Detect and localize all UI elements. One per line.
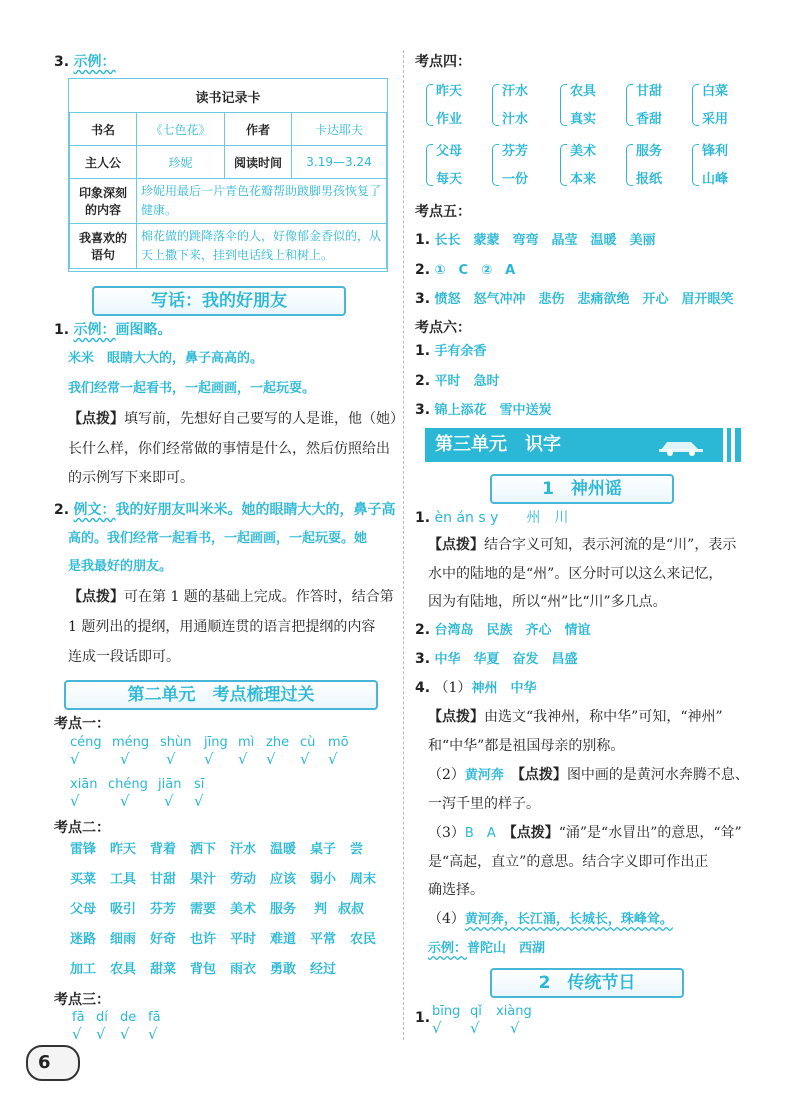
kd1-item [266, 735, 289, 768]
question-number: 3. [415, 291, 431, 307]
kd3-item [148, 1010, 161, 1043]
check-icon: √ [70, 750, 80, 768]
lesson2-banner: 2 传统节日 [490, 968, 684, 998]
check-icon: √ [72, 1025, 82, 1043]
tip-text: 结合字义可知，表示河流的是“川”，表示 [484, 537, 737, 553]
s4-p3-line [428, 823, 742, 844]
word: 勇敢 [270, 962, 297, 977]
word: 平常 [310, 932, 337, 947]
w2-line2: 高的。我们经常一起看书，一起画画，一起玩耍。她 [68, 531, 368, 546]
kd1-item [204, 735, 228, 768]
kd1-item [238, 735, 254, 768]
kd1-item [328, 735, 349, 768]
word: 工具 [110, 872, 137, 887]
pinyin: céng [70, 735, 102, 750]
s4-tip2-line2: 一泻千里的样子。 [428, 796, 540, 812]
check-icon: √ [204, 750, 214, 768]
answer-text: 愤怒 怒气冲冲 悲伤 悲痛欲绝 开心 眉开眼笑 [434, 292, 734, 307]
word: 美术 [230, 902, 257, 917]
w2-tip-line3: 连成一段话即可。 [68, 649, 180, 665]
pinyin: fā [148, 1010, 161, 1025]
word: 香甜 [636, 112, 663, 127]
sub-number: （1） [434, 680, 472, 696]
pinyin: xiān [70, 777, 98, 792]
unit3-title: 第三单元 识字 [435, 434, 561, 455]
section-banner-unit2: 第二单元 考点梳理过关 [64, 680, 378, 710]
pinyin: mì [238, 735, 255, 750]
check-icon: √ [164, 792, 174, 810]
word: 温暖 [270, 842, 297, 857]
sub-number: （4） [428, 911, 465, 927]
impress-value: 珍妮用最后一片青色花瓣帮助跛脚男孩恢复了健康。 [137, 179, 387, 224]
check-icon: √ [96, 1025, 106, 1043]
question-number: 1. [415, 510, 431, 526]
word: 劳动 [230, 872, 257, 887]
kd3-item [72, 1010, 85, 1043]
question-number: 2. [415, 622, 431, 638]
example-label: 例文： [73, 502, 116, 518]
author-label: 作者 [224, 113, 291, 146]
pinyin: cù [300, 735, 316, 750]
fav-value: 棉花做的跳降落伞的人，好像郁金香似的，从天上撒下来，挂到电话线上和树上。 [137, 224, 387, 269]
answer-text: èn án s y 州 川 [434, 510, 569, 526]
answer-text: 长长 蒙蒙 弯弯 晶莹 温暖 美丽 [434, 233, 656, 248]
s2-line [415, 620, 591, 641]
w2-tip-line2: 1 题列出的提纲，用通顺连贯的语言把提纲的内容 [68, 619, 376, 635]
stripe-decoration [723, 428, 727, 462]
word: 果汁 [190, 872, 217, 887]
brace-icon [560, 84, 567, 126]
example-label: 示例： [428, 941, 468, 956]
t1-item [470, 1004, 482, 1037]
tip-label: 【点拨】 [68, 411, 124, 427]
word: 判 [314, 902, 328, 917]
answer-text: 普陀山 西湖 [467, 941, 546, 956]
word: 甜菜 [150, 962, 177, 977]
t1-item [432, 1004, 460, 1037]
word: 雷锋 [70, 842, 97, 857]
word: 细雨 [110, 932, 137, 947]
tip-label: 【点拨】 [517, 767, 567, 783]
sub-number: （3） [428, 825, 465, 841]
tip-text: 可在第 1 题的基础上完成。作答时，结合第 [124, 589, 394, 605]
kd2-label: 考点二： [54, 820, 110, 836]
pinyin: xiàng [496, 1004, 532, 1019]
kd3-item [96, 1010, 108, 1043]
w1-tip-line2: 长什么样，你们经常做的事情是什么，然后仿照给出 [68, 441, 390, 457]
word: 需要 [190, 902, 217, 917]
word: 农民 [350, 932, 377, 947]
kd6-item1 [415, 341, 487, 362]
word: 一份 [502, 172, 529, 187]
word: 尝 [350, 842, 364, 857]
word: 昨天 [436, 84, 463, 99]
question-number: 3. [415, 402, 431, 418]
kd1-item [108, 777, 148, 810]
brace-icon [560, 144, 567, 186]
kd5-item3 [415, 289, 734, 310]
check-icon: √ [300, 750, 310, 768]
word: 每天 [436, 172, 463, 187]
lesson1-banner: 1 神州谣 [490, 474, 674, 504]
book-label: 书名 [70, 113, 137, 146]
question-number: 2. [415, 373, 431, 389]
w2-tip-line1 [68, 587, 394, 607]
tip-label: 【点拨】 [509, 825, 559, 841]
brace-icon [626, 84, 633, 126]
kd6-item3 [415, 400, 552, 421]
word: 加工 [70, 962, 97, 977]
card-table [69, 112, 387, 269]
tip-text: 图中画的是黄河水奔腾不息、 [566, 767, 749, 783]
word: 甘甜 [636, 84, 663, 99]
example-label: 示例： [73, 322, 116, 338]
s4-p2-line [428, 765, 749, 786]
word: 桌子 [310, 842, 337, 857]
word: 农具 [110, 962, 137, 977]
time-value: 3.19—3.24 [291, 146, 386, 179]
w1-line2: 米米 眼睛大大的，鼻子高高的。 [68, 351, 264, 366]
check-icon: √ [148, 1025, 158, 1043]
car-icon [657, 436, 707, 456]
page-number: 6 [26, 1045, 80, 1081]
word: 白菜 [702, 84, 729, 99]
kd1-item [158, 777, 181, 810]
word: 父母 [436, 144, 463, 159]
pinyin: zhe [266, 735, 290, 750]
kd1-item [300, 735, 315, 768]
stripe-decoration [731, 428, 735, 462]
word: 锋利 [702, 144, 729, 159]
kd6-item2 [415, 371, 500, 392]
check-icon: √ [120, 750, 130, 768]
kd1-label: 考点一： [54, 716, 110, 732]
word: 服务 [270, 902, 297, 917]
brace-icon [426, 84, 433, 126]
tip-text: “涌”是“水冒出”的意思，“耸” [558, 825, 742, 841]
impress-label: 印象深刻的内容 [70, 179, 137, 224]
w2-line3: 是我最好的朋友。 [68, 559, 173, 574]
word: 本来 [570, 172, 597, 187]
answer-text: B A [464, 826, 496, 841]
word: 应该 [270, 872, 297, 887]
check-icon: √ [120, 792, 130, 810]
hero-label: 主人公 [70, 146, 137, 179]
example-label: 示例： [73, 54, 116, 70]
word: 农具 [570, 84, 597, 99]
tip-text: 填写前，先想好自己要写的人是谁，他（她） [124, 411, 404, 427]
question-number: 1. [54, 322, 70, 338]
w1-tip-line3: 的示例写下来即可。 [68, 470, 194, 486]
kd5-item2 [415, 260, 515, 281]
word: 好奇 [150, 932, 177, 947]
answer-text: 手有余香 [434, 344, 487, 359]
question-number: 1. [415, 232, 431, 248]
question-number: 4. [415, 680, 431, 696]
kd1-item [70, 777, 98, 810]
question-number: 3. [415, 651, 431, 667]
section-banner-writing: 写话：我的好朋友 [92, 286, 346, 316]
w2-line1 [54, 500, 396, 520]
word: 弱小 [310, 872, 337, 887]
brace-icon [492, 84, 499, 126]
answer-text: 神州 中华 [471, 681, 537, 696]
brace-icon [426, 144, 433, 186]
q3-line [54, 52, 116, 72]
check-icon: √ [238, 750, 248, 768]
word: 汗水 [230, 842, 257, 857]
book-value: 《七色花》 [137, 113, 225, 146]
kd5-label: 考点五： [415, 204, 471, 220]
word: 采用 [702, 112, 729, 127]
check-icon: √ [194, 792, 204, 810]
pinyin: mō [328, 735, 349, 750]
answer-text: 黄河奔 [464, 768, 504, 783]
word: 甘甜 [150, 872, 177, 887]
word: 报纸 [636, 172, 663, 187]
word: 汗水 [502, 84, 529, 99]
word: 周末 [350, 872, 377, 887]
answer-text: 平时 急时 [434, 374, 500, 389]
question-number: 1. [415, 1010, 431, 1026]
w1-line3: 我们经常一起看书，一起画画，一起玩耍。 [68, 381, 316, 396]
tip-label: 【点拨】 [428, 709, 484, 725]
s3-line [415, 649, 578, 670]
kd1-item [70, 735, 102, 768]
pinyin: sī [194, 777, 205, 792]
kd5-item1 [415, 230, 656, 251]
kd4-label: 考点四： [415, 54, 471, 70]
pinyin: qǐ [470, 1004, 482, 1019]
s4-tip1-line2: 和“中华”都是祖国母亲的别称。 [428, 738, 625, 754]
s1-tip-line2: 水中的陆地的是“州”。区分时可以这么来记忆， [428, 566, 723, 582]
word: 芬芳 [502, 144, 529, 159]
answer-text: 黄河奔，长江涌，长城长，珠峰耸。 [464, 912, 673, 927]
question-number: 2. [54, 502, 70, 518]
question-number: 2. [415, 262, 431, 278]
kd1-pinyin-block [70, 735, 390, 815]
question-number: 1. [415, 343, 431, 359]
word: 背着 [150, 842, 177, 857]
word: 平时 [230, 932, 257, 947]
answer-text: 台湾岛 民族 齐心 情谊 [434, 623, 591, 638]
brace-icon [626, 144, 633, 186]
kd3-label: 考点三： [54, 992, 110, 1008]
s1-tip-line1 [428, 535, 736, 555]
word: 雨衣 [230, 962, 257, 977]
pinyin: bīng [432, 1004, 461, 1019]
word: 经过 [310, 962, 337, 977]
word: 美术 [570, 144, 597, 159]
word: 芬芳 [150, 902, 177, 917]
pinyin: de [120, 1010, 137, 1025]
s4-tip1-line1 [428, 707, 723, 727]
pinyin: méng [112, 735, 150, 750]
word: 难道 [270, 932, 297, 947]
check-icon: √ [70, 792, 80, 810]
check-icon: √ [266, 750, 276, 768]
pinyin: chéng [108, 777, 148, 792]
pinyin: jiān [158, 777, 182, 792]
s4-example-line [428, 938, 545, 959]
brace-icon [492, 144, 499, 186]
w1-tip-line1 [68, 409, 404, 429]
fav-label: 我喜欢的语句 [70, 224, 137, 269]
check-icon: √ [510, 1019, 520, 1037]
brace-icon [692, 84, 699, 126]
word: 迷路 [70, 932, 97, 947]
answer-text: 画图略。 [115, 322, 172, 338]
card-title: 读书记录卡 [195, 91, 261, 106]
word: 汁水 [502, 112, 529, 127]
pinyin: shùn [160, 735, 192, 750]
s4-p4-line [428, 909, 673, 930]
answer-text: ① C ② A [434, 263, 516, 278]
s1-tip-line3: 因为有陆地，所以“州”比“川”多几点。 [428, 594, 667, 610]
word: 昨天 [110, 842, 137, 857]
pinyin: dí [96, 1010, 108, 1025]
pinyin: jīng [204, 735, 228, 750]
word: 作业 [436, 112, 463, 127]
kd1-item [194, 777, 204, 810]
kd4-brace-groups [426, 80, 766, 190]
kd6-label: 考点六： [415, 320, 471, 336]
kd3-item [120, 1010, 136, 1043]
kd1-item [160, 735, 192, 768]
check-icon: √ [328, 750, 338, 768]
pinyin: fā [72, 1010, 85, 1025]
word: 真实 [570, 112, 597, 127]
word: 父母 [70, 902, 97, 917]
tip-text: 由选文“我神州，称中华”可知，“神州” [484, 709, 723, 725]
column-divider [403, 50, 404, 1040]
w1-line1 [54, 320, 172, 340]
word: 洒下 [190, 842, 217, 857]
word: 买菜 [70, 872, 97, 887]
check-icon: √ [432, 1019, 442, 1037]
word: 也许 [190, 932, 217, 947]
reading-record-card [68, 78, 388, 272]
word: 背包 [190, 962, 217, 977]
hero-value: 珍妮 [137, 146, 225, 179]
word: 山峰 [702, 172, 729, 187]
check-icon: √ [470, 1019, 480, 1037]
tip-label: 【点拨】 [428, 537, 484, 553]
time-label: 阅读时间 [224, 146, 291, 179]
author-value: 卡达耶夫 [291, 113, 386, 146]
question-number: 3. [54, 54, 70, 70]
t1-line [415, 1008, 430, 1028]
s4-tip3-line3: 确选择。 [428, 882, 484, 898]
kd1-item [112, 735, 149, 768]
word: 服务 [636, 144, 663, 159]
answer-text: 锦上添花 雪中送炭 [434, 403, 552, 418]
unit3-banner [425, 428, 741, 462]
word: 吸引 [110, 902, 137, 917]
check-icon: √ [166, 750, 176, 768]
sub-number: （2） [428, 767, 465, 783]
answer-text: 中华 华夏 奋发 昌盛 [434, 652, 578, 667]
word: 叔叔 [338, 902, 365, 917]
check-icon: √ [120, 1025, 130, 1043]
brace-icon [692, 144, 699, 186]
s4-tip3-line2: 是“高起，直立”的意思。结合字义即可作出正 [428, 854, 709, 870]
t1-item [496, 1004, 532, 1037]
tip-label: 【点拨】 [68, 589, 124, 605]
s1-line [415, 508, 568, 528]
answer-text: 我的好朋友叫米米。她的眼睛大大的，鼻子高 [115, 502, 396, 518]
s4-line [415, 678, 536, 699]
